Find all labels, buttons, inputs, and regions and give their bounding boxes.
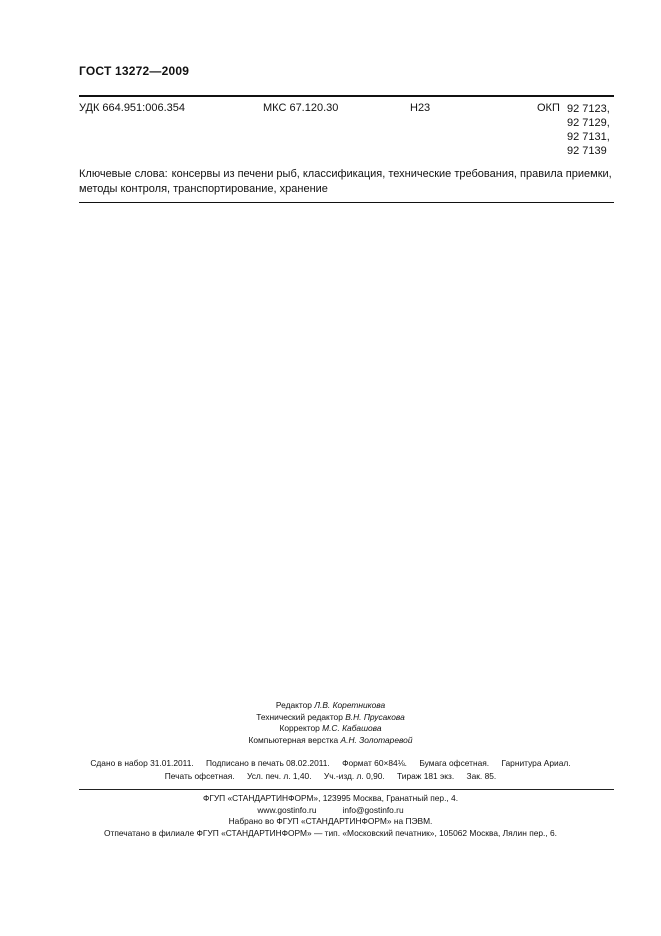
publisher-printed: Отпечатано в филиале ФГУП «СТАНДАРТИНФОРМ» — тип. «Московский печатник», 105062 Москва, Лялин пер., 6. (103, 827, 558, 838)
top-rule (79, 95, 614, 97)
print-item: Печать офсетная. (164, 771, 235, 781)
okp-code: 92 7139 (567, 145, 607, 157)
credit-role: Редактор (275, 700, 312, 710)
footer-rule (79, 789, 614, 790)
print-info-block (0, 757, 661, 783)
group-code: Н23 (410, 102, 431, 114)
credits-block (0, 700, 661, 746)
keywords-block (79, 167, 614, 197)
publisher-block (0, 793, 661, 839)
okp-code: 92 7123, (567, 103, 610, 115)
keywords-rule (79, 202, 614, 203)
publisher-typeset: Набрано во ФГУП «СТАНДАРТИНФОРМ» на ПЭВМ. (228, 816, 433, 827)
print-item: Усл. печ. л. 1,40. (246, 771, 312, 781)
credit-line (0, 712, 661, 724)
print-item: Подписано в печать 08.02.2011. (206, 758, 330, 768)
publisher-contacts (0, 805, 661, 817)
keywords-label: Ключевые слова: (79, 168, 168, 180)
okp-code: 92 7129, (567, 117, 610, 129)
print-item: Тираж 181 экз. (397, 771, 455, 781)
publisher-website: www.gostinfo.ru (257, 804, 317, 815)
publisher-email: info@gostinfo.ru (342, 804, 404, 815)
print-item: Бумага офсетная. (419, 758, 490, 768)
credit-line (0, 700, 661, 712)
udk-code: УДК 664.951:006.354 (79, 102, 185, 114)
credit-name: А.Н. Золотаревой (340, 734, 413, 745)
okp-label: ОКП (537, 102, 560, 114)
credit-line (0, 735, 661, 747)
credit-role: Технический редактор (256, 711, 343, 722)
print-item: Сдано в набор 31.01.2011. (90, 758, 194, 768)
credit-role: Корректор (279, 723, 320, 734)
document-code: ГОСТ 13272—2009 (79, 64, 190, 78)
okp-codes (567, 102, 610, 158)
print-item: Уч.-изд. л. 0,90. (323, 771, 385, 781)
okp-code: 92 7131, (567, 131, 610, 143)
print-item: Формат 60×84⅛. (342, 758, 408, 768)
print-info-line (0, 757, 661, 770)
credit-name: М.С. Кабашова (322, 723, 382, 734)
print-info-line (0, 770, 661, 783)
credit-line (0, 723, 661, 735)
print-item: Зак. 85. (466, 771, 497, 781)
credit-name: В.Н. Прусакова (345, 711, 405, 722)
mks-code: МКС 67.120.30 (263, 102, 339, 114)
keywords-text: консервы из печени рыб, классификация, технические требования, правила приемки, методы контроля, транспортирование, хранение (79, 168, 612, 195)
credit-role: Компьютерная верстка (248, 734, 339, 745)
credit-name: Л.В. Коретникова (314, 700, 386, 710)
print-item: Гарнитура Ариал. (501, 758, 571, 768)
publisher-address: ФГУП «СТАНДАРТИНФОРМ», 123995 Москва, Гранатный пер., 4. (202, 793, 459, 803)
